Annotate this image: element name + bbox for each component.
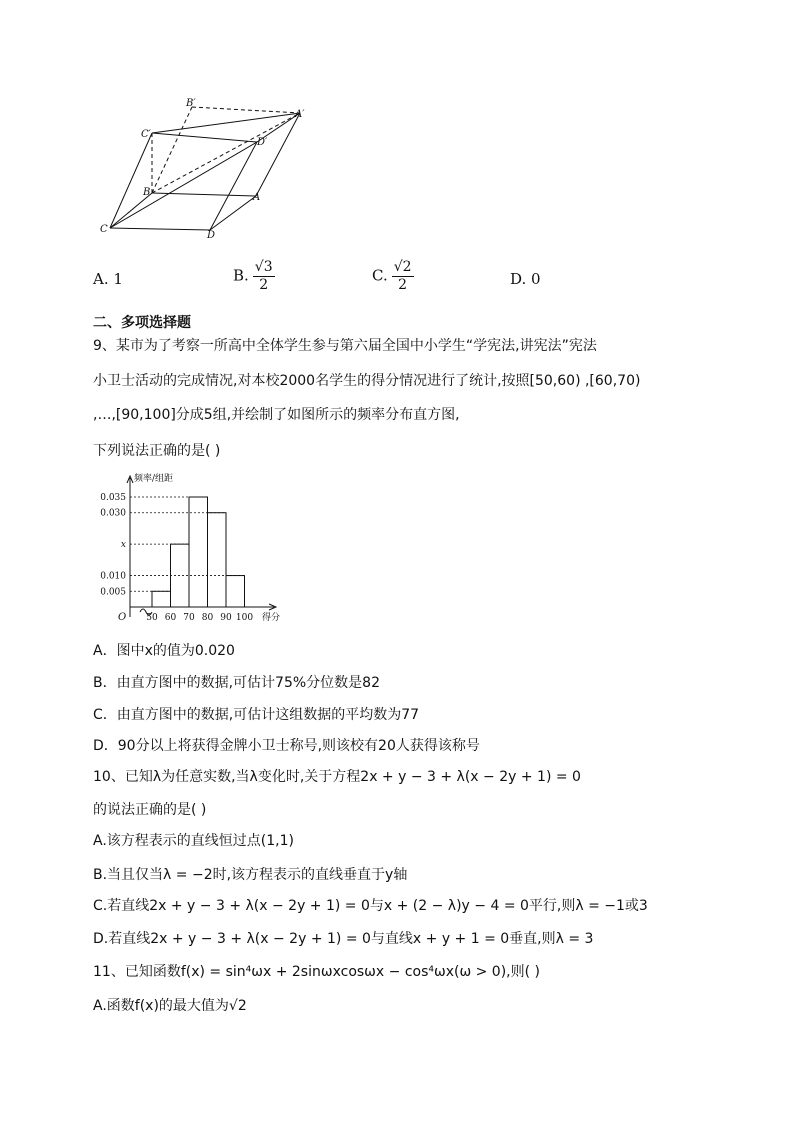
x-axis-label: 得分	[262, 613, 281, 623]
q10-option-c: C.若直线2x + y − 3 + λ(x − 2y + 1) = 0与x + (2 − λ)y − 4 = 0平行,则λ = −1或3	[93, 898, 648, 914]
q10-option-d: D.若直线2x + y − 3 + λ(x − 2y + 1) = 0与直线x + y + 1 = 0垂直,则λ = 3	[93, 931, 594, 947]
q9-option-c: C．由直方图中的数据,可估计这组数据的平均数为77	[93, 707, 420, 723]
q10-option-a: A.该方程表示的直线恒过点(1,1)	[93, 833, 294, 849]
x-tick-label: 90	[220, 613, 232, 623]
q8-option-b	[233, 259, 275, 294]
frequency-histogram	[95, 468, 295, 628]
q11-line-1: 11、已知函数f(x) = sin⁴ωx + 2sinωxcosωx − cos⁴ωx(ω > 0),则( )	[93, 964, 541, 980]
q10-line-2: 的说法正确的是( )	[93, 802, 207, 818]
label-c1: C′	[141, 129, 151, 140]
q9-line-4: 下列说法正确的是( )	[93, 443, 221, 459]
x-tick-label: 50	[146, 613, 158, 623]
q8-option-b-prefix: B.	[233, 266, 249, 285]
label-a: A	[253, 192, 261, 203]
y-tick-label: 0.005	[100, 587, 126, 598]
q9-line-1: 9、某市为了考察一所高中全体学生参与第六届全国中小学生“学宪法,讲宪法”宪法	[93, 338, 597, 354]
x-tick-label: 60	[164, 613, 177, 623]
q8-option-c	[372, 259, 414, 294]
section-title: 二、多项选择题	[93, 315, 191, 331]
histogram-bar	[208, 513, 227, 607]
q9-option-b: B．由直方图中的数据,可估计75%分位数是82	[93, 675, 380, 691]
y-axis-label: 频率/组距	[134, 474, 174, 484]
histogram-bar	[189, 497, 208, 607]
x-tick-label: 100	[235, 613, 254, 623]
q9-option-d: D．90分以上将获得金牌小卫士称号,则该校有20人获得该称号	[93, 738, 480, 754]
q10-option-b: B.当且仅当λ = −2时,该方程表示的直线垂直于y轴	[93, 867, 408, 883]
x-tick-label: 70	[183, 613, 195, 623]
y-tick-label: 0.030	[100, 508, 126, 519]
histogram-bar	[226, 576, 245, 607]
y-tick-label: x	[120, 540, 126, 551]
q8-option-b-denominator: 2	[259, 277, 269, 293]
origin-label: O	[118, 612, 127, 623]
q8-option-b-numerator: √3	[254, 259, 273, 275]
q9-line-2: 小卫士活动的完成情况,对本校2000名学生的得分情况进行了统计,按照[50,60) ,[60,70)	[93, 373, 641, 389]
q8-option-d: D. 0	[510, 270, 541, 288]
parallelepiped-figure	[95, 95, 315, 245]
x-tick-label: 80	[201, 613, 214, 623]
y-tick-label: 0.035	[100, 493, 126, 503]
label-d1: D′	[257, 137, 268, 148]
label-d: D	[207, 230, 216, 241]
q9-line-3: ,…,[90,100]分成5组,并绘制了如图所示的频率分布直方图,	[93, 407, 460, 423]
label-c: C	[100, 224, 108, 235]
q11-option-a: A.函数f(x)的最大值为√2	[93, 998, 247, 1014]
q8-option-c-denominator: 2	[398, 277, 408, 293]
q8-option-c-numerator: √2	[393, 259, 412, 275]
q10-line-1: 10、已知λ为任意实数,当λ变化时,关于方程2x + y − 3 + λ(x − 2y + 1) = 0	[93, 769, 581, 785]
q8-option-c-prefix: C.	[372, 266, 388, 285]
label-b: B	[143, 187, 151, 198]
label-a1: A′	[295, 109, 305, 120]
label-b1: B′	[186, 98, 196, 109]
q9-option-a: A．图中x的值为0.020	[93, 643, 235, 659]
y-tick-label: 0.010	[100, 571, 126, 582]
histogram-bar	[152, 591, 171, 607]
q8-option-a: A. 1	[93, 270, 123, 288]
